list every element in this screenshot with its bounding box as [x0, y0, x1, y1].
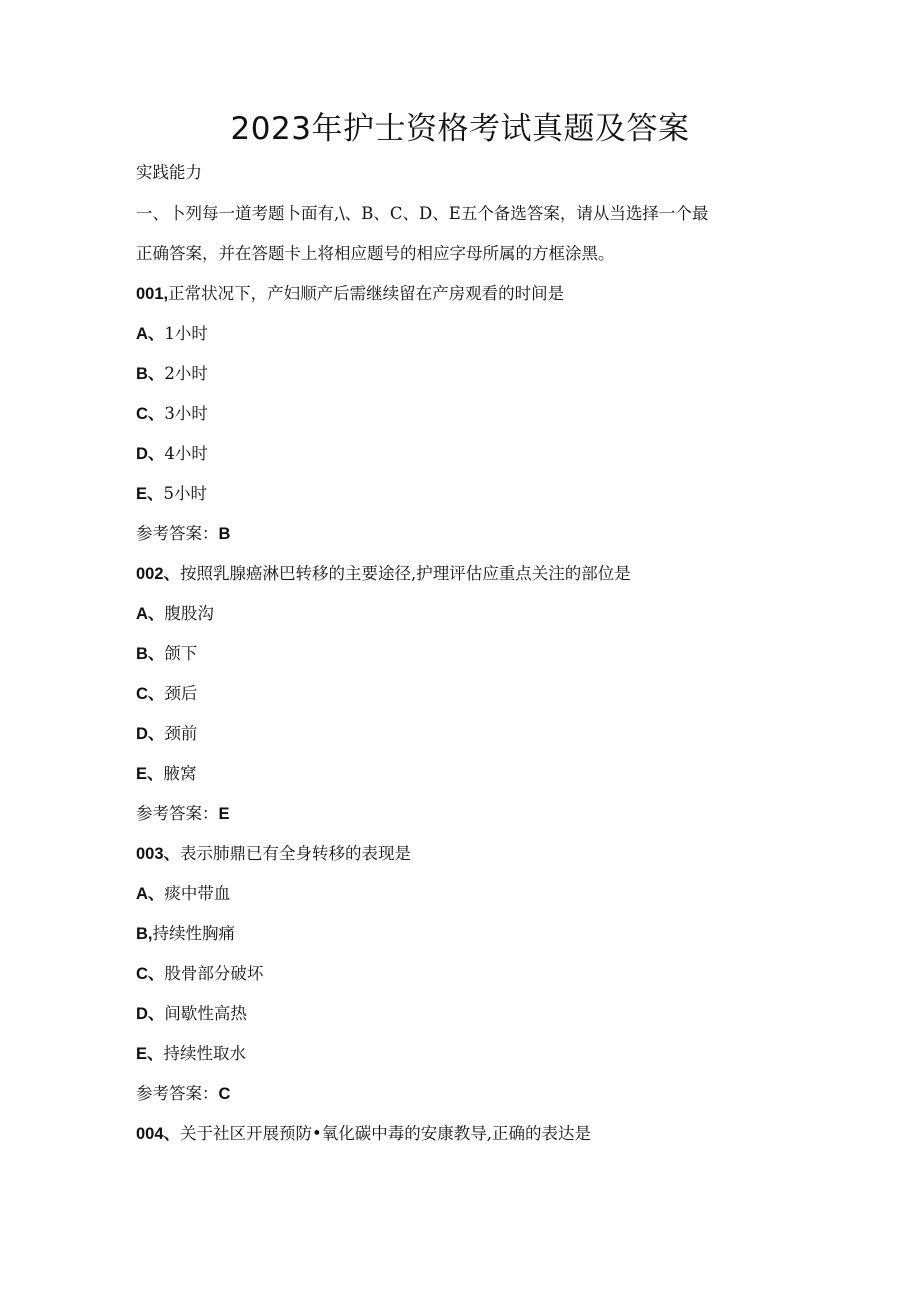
option-text: 腋窝	[163, 764, 197, 783]
answer-value: B	[218, 525, 231, 543]
answer-label: 参考答案：	[136, 1084, 219, 1103]
option-key: D、	[136, 725, 165, 743]
option-key: E、	[136, 765, 164, 783]
option-item	[136, 1001, 796, 1027]
question-number: 002、	[136, 565, 181, 583]
option-item	[136, 321, 796, 347]
option-item	[136, 1041, 796, 1067]
question-number: 003、	[136, 845, 181, 863]
option-item	[136, 681, 796, 707]
option-key: C、	[136, 405, 165, 423]
option-key: A、	[136, 325, 165, 343]
instruction-line-2: 正确答案，并在答题卡上将相应题号的相应字母所属的方框涂黑。	[136, 244, 615, 263]
answer-value: C	[218, 1085, 231, 1103]
question-stem	[136, 841, 796, 867]
option-key: D、	[136, 445, 165, 463]
option-item	[136, 641, 796, 667]
option-item	[136, 441, 796, 467]
option-item	[136, 361, 796, 387]
option-item	[136, 921, 796, 947]
option-item	[136, 601, 796, 627]
option-key: B,	[136, 925, 153, 943]
option-key: A、	[136, 885, 165, 903]
answer-label: 参考答案：	[136, 804, 219, 823]
option-item	[136, 761, 796, 787]
option-text: 颌下	[164, 644, 198, 663]
option-item	[136, 721, 796, 747]
answer-line	[136, 801, 796, 827]
question-stem	[136, 281, 796, 307]
option-text: 颈后	[164, 684, 198, 703]
option-text: 持续性取水	[163, 1044, 247, 1063]
section-heading: 实践能力	[136, 163, 202, 182]
option-text: 颈前	[164, 724, 198, 743]
question-stem	[136, 1121, 796, 1147]
question-stem	[136, 561, 796, 587]
answer-line	[136, 1081, 796, 1107]
option-text: 痰中带血	[164, 884, 231, 903]
option-text: 腹股沟	[164, 604, 214, 623]
question-text: 关于社区开展预防•氧化碳中毒的安康教导,正确的表达是	[180, 1124, 592, 1143]
option-key: E、	[136, 485, 164, 503]
answer-label: 参考答案：	[136, 524, 219, 543]
option-text: 4小时	[164, 444, 208, 463]
answer-line	[136, 521, 796, 547]
option-item	[136, 881, 796, 907]
option-key: A、	[136, 605, 165, 623]
option-key: D、	[136, 1005, 165, 1023]
option-text: 股骨部分破坏	[164, 964, 264, 983]
option-key: B、	[136, 645, 165, 663]
option-key: C、	[136, 685, 165, 703]
question-text: 正常状况下，产妇顺产后需继续留在产房观看的时间是	[168, 284, 565, 303]
question-text: 按照乳腺癌淋巴转移的主要途径,护理评估应重点关注的部位是	[180, 564, 631, 583]
document-title: 2023年护士资格考试真题及答案	[230, 111, 690, 147]
option-key: C、	[136, 965, 165, 983]
option-key: E、	[136, 1045, 164, 1063]
question-number: 004、	[136, 1125, 181, 1143]
option-item	[136, 481, 796, 507]
option-text: 间歇性高热	[164, 1004, 247, 1023]
option-key: B、	[136, 365, 165, 383]
option-text: 2小时	[164, 364, 208, 383]
option-text: 1小时	[164, 324, 208, 343]
option-text: 5小时	[163, 484, 208, 503]
option-item	[136, 401, 796, 427]
answer-value: E	[218, 805, 230, 823]
question-number: 001,	[136, 285, 169, 303]
question-text: 表示肺鼎已有全身转移的表现是	[180, 844, 412, 863]
option-text: 3小时	[164, 404, 208, 423]
instruction-line-1: 一、卜列每一道考题卜面有,\、B、C、D、E五个备选答案，请从当选择一个最	[136, 204, 709, 223]
option-item	[136, 961, 796, 987]
option-text: 持续性胸痛	[152, 924, 235, 943]
